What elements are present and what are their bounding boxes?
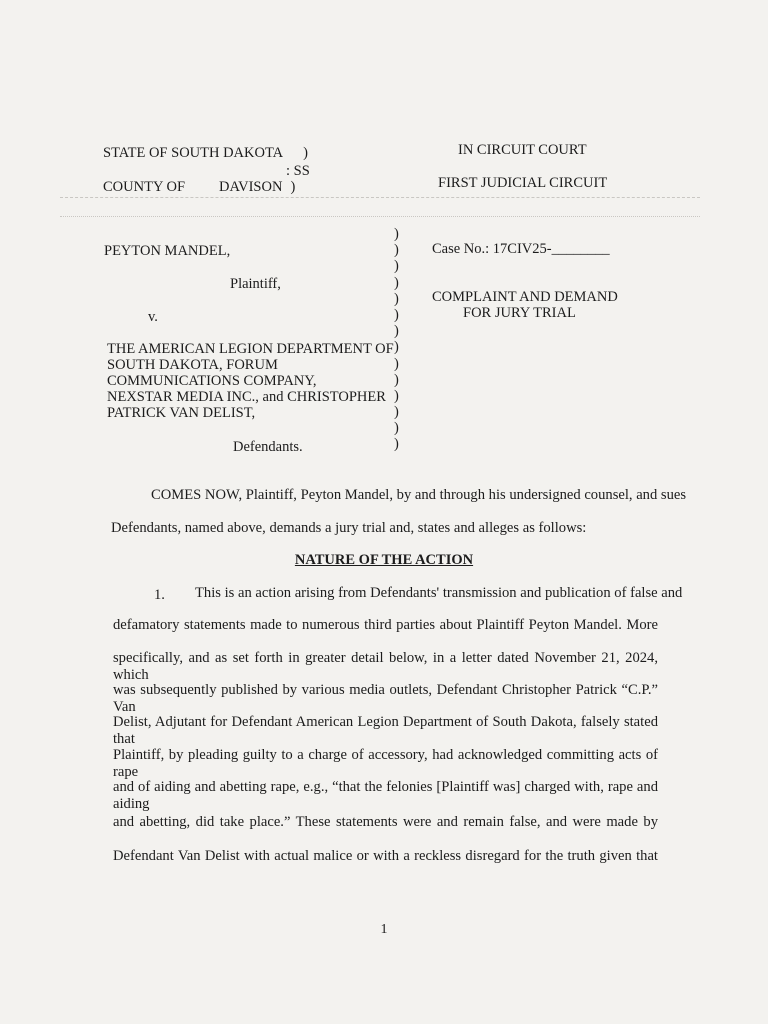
- plaintiff-role: Plaintiff,: [230, 276, 281, 292]
- circuit-name: FIRST JUDICIAL CIRCUIT: [438, 175, 608, 191]
- document-title-line1: COMPLAINT AND DEMAND: [432, 289, 618, 305]
- paragraph-line: Defendant Van Delist with actual malice or with a reckless disregard for the truth given that: [113, 848, 658, 864]
- defendant-line: SOUTH DAKOTA, FORUM: [107, 357, 278, 373]
- paragraph-line: specifically, and as set forth in greater detail below, in a letter dated November 21, 2024, which: [113, 650, 658, 683]
- paragraph-line: Plaintiff, by pleading guilty to a charge of accessory, had acknowledged committing acts of rape: [113, 747, 658, 780]
- defendant-line: COMMUNICATIONS COMPANY,: [107, 373, 317, 389]
- paragraph-line: was subsequently published by various media outlets, Defendant Christopher Patrick “C.P.” Van: [113, 682, 658, 715]
- paragraph-line: and of aiding and abetting rape, e.g., “that the felonies [Plaintiff was] charged with, rape and aiding: [113, 779, 658, 812]
- defendant-line: NEXSTAR MEDIA INC., and CHRISTOPHER: [107, 389, 386, 405]
- court-name: IN CIRCUIT COURT: [458, 142, 587, 158]
- section-heading: NATURE OF THE ACTION: [294, 552, 474, 568]
- defendant-line: THE AMERICAN LEGION DEPARTMENT OF: [107, 341, 394, 357]
- document-title-line2: FOR JURY TRIAL: [463, 305, 576, 321]
- ss-line: : SS: [286, 163, 310, 179]
- page-number: 1: [380, 922, 388, 937]
- versus: v.: [148, 309, 158, 325]
- caption-parentheses: ) ) ) ) ) ) ) ) ) ) ) ) ) ): [394, 226, 399, 453]
- intro-line: Defendants, named above, demands a jury trial and, states and alleges as follows:: [111, 520, 587, 536]
- intro-line: COMES NOW, Plaintiff, Peyton Mandel, by and through his undersigned counsel, and sues: [151, 487, 687, 503]
- defendant-line: PATRICK VAN DELIST,: [107, 405, 256, 421]
- state-line: STATE OF SOUTH DAKOTA ): [103, 145, 308, 161]
- caption-divider-2: [60, 216, 700, 217]
- caption-divider: [60, 197, 700, 198]
- case-number: Case No.: 17CIV25-________: [432, 241, 610, 257]
- defendant-role: Defendants.: [233, 439, 303, 455]
- county-line: COUNTY OF DAVISON ): [103, 179, 296, 195]
- paragraph-line: Delist, Adjutant for Defendant American Legion Department of South Dakota, falsely stated that: [113, 714, 658, 747]
- paragraph-line: defamatory statements made to numerous third parties about Plaintiff Peyton Mandel. More: [113, 617, 658, 633]
- paragraph-line: This is an action arising from Defendants' transmission and publication of false and: [195, 585, 683, 601]
- plaintiff-name: PEYTON MANDEL,: [104, 243, 231, 259]
- paragraph-number: 1.: [154, 587, 165, 603]
- paragraph-line: and abetting, did take place.” These statements were and remain false, and were made by: [113, 814, 658, 830]
